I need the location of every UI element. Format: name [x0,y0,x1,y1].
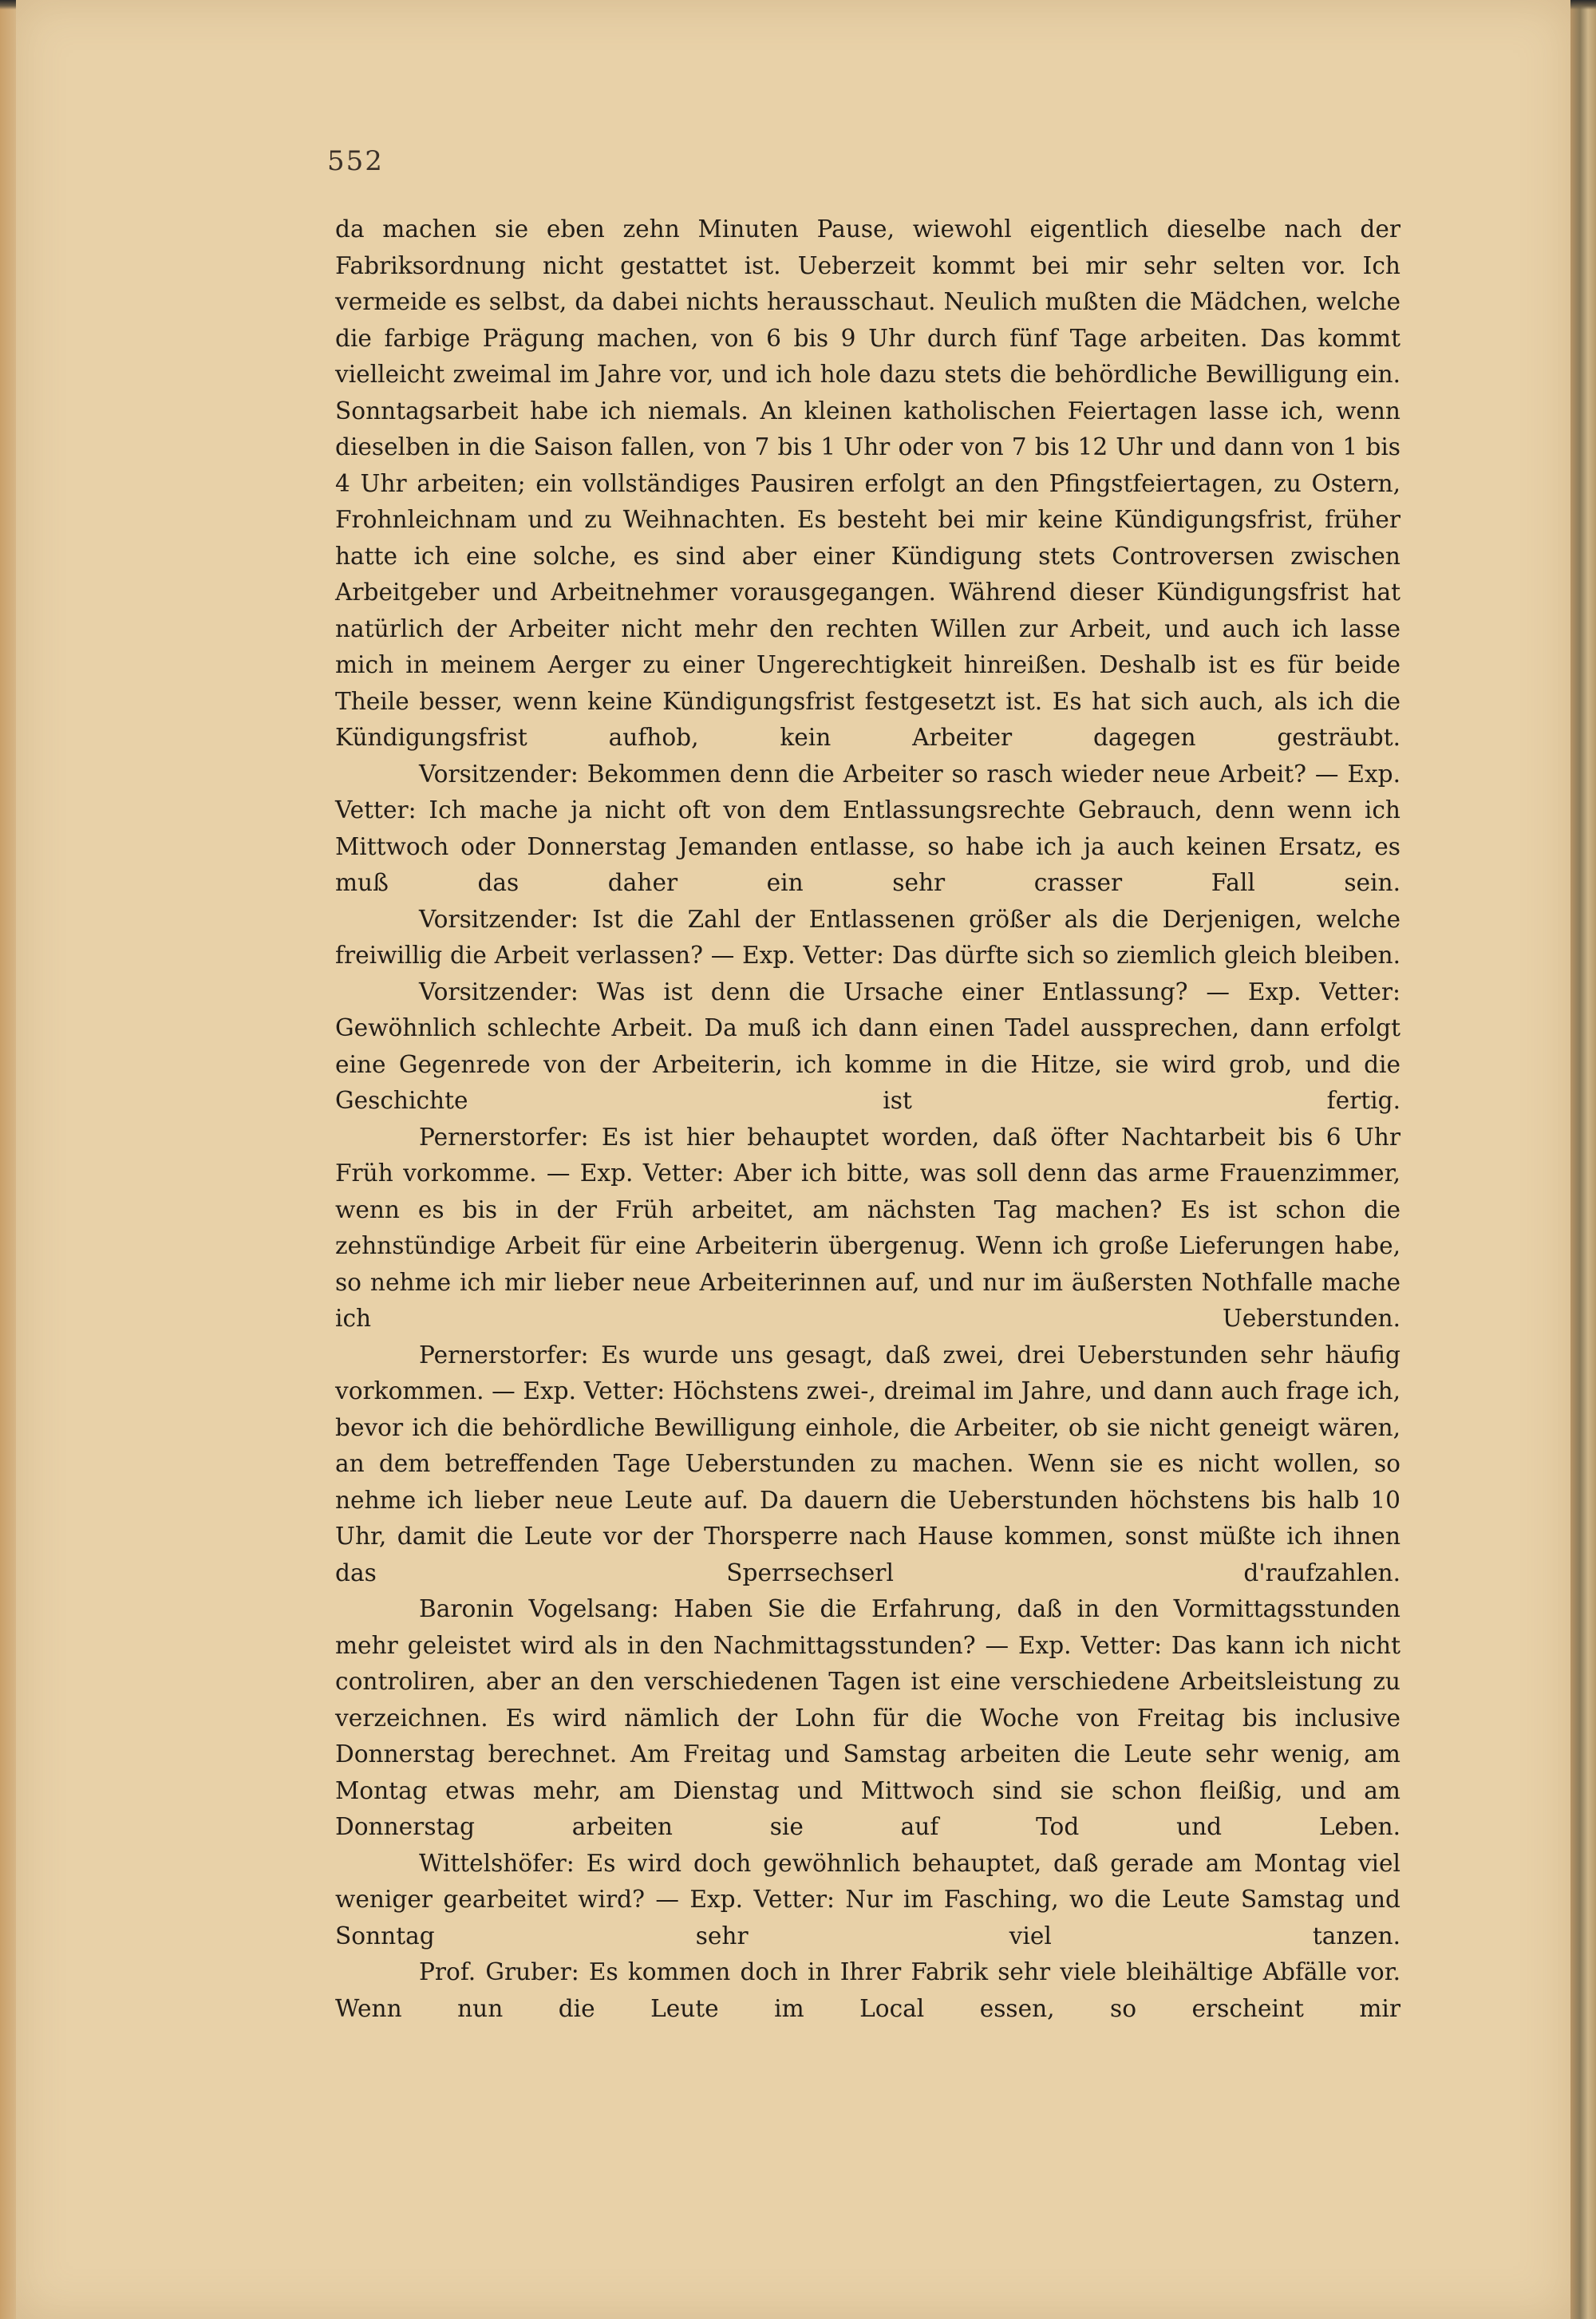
paragraph-1: da machen sie eben zehn Minuten Pause, wiewohl eigentlich dieselbe nach der Fabriksordnung nicht gestattet ist. Ueberzeit kommt bei mir sehr selten vor. Ich vermeide es selbst, da dabei nichts herausschaut. Neulich mußten die Mädchen, welche die farbige Prägung machen, von 6 bis 9 Uhr durch fünf Tage arbeiten. Das kommt vielleicht zweimal im Jahre vor, und ich hole dazu stets die behördliche Bewilligung ein. Sonntagsarbeit habe ich niemals. An kleinen katholischen Feiertagen lasse ich, wenn dieselben in die Saison fallen, von 7 bis 1 Uhr oder von 7 bis 12 Uhr und dann von 1 bis 4 Uhr arbeiten; ein vollständiges Pausiren erfolgt an den Pfingstfeiertagen, zu Ostern, Frohnleichnam und zu Weihnachten. Es besteht bei mir keine Kündigungsfrist, früher hatte ich eine solche, es sind aber einer Kündigung stets Controversen zwischen Arbeitgeber und Arbeitnehmer vorausgegangen. Während dieser Kündigungsfrist hat natürlich der Arbeiter nicht mehr den rechten Willen zur Arbeit, und auch ich lasse mich in meinem Aerger zu einer Ungerechtigkeit hinreißen. Deshalb ist es für beide Theile besser, wenn keine Kündigungsfrist festgesetzt ist. Es hat sich auch, als ich die Kündigungsfrist aufhob, kein Arbeiter dagegen gesträubt. [335,215,1400,751]
paragraph-6: Pernerstorfer: Es wurde uns gesagt, daß zwei, drei Ueberstunden sehr häufig vorkommen. — Exp. Vetter: Höchstens zwei-, dreimal im Jahre, und dann auch frage ich, bevor ich die behördliche Bewilligung einhole, die Arbeiter, ob sie nicht geneigt wären, an dem betreffenden Tage Ueberstunden zu machen. Wenn sie es nicht wollen, so nehme ich lieber neue Leute auf. Da dauern die Ueberstunden höchstens bis halb 10 Uhr, damit die Leute vor der Thorsperre nach Hause kommen, sonst müßte ich ihnen das Sperrsechserl d'raufzahlen. [335,1341,1400,1586]
paragraph-9: Prof. Gruber: Es kommen doch in Ihrer Fabrik sehr viele bleihältige Abfälle vor. Wenn nun die Leute im Local essen, so erscheint mir [335,1958,1400,2022]
paragraph-8: Wittelshöfer: Es wird doch gewöhnlich behauptet, daß gerade am Montag viel weniger gearbeitet wird? — Exp. Vetter: Nur im Fasching, wo die Leute Samstag und Sonntag sehr viel tanzen. [335,1849,1400,1950]
paragraph-5: Pernerstorfer: Es ist hier behauptet worden, daß öfter Nachtarbeit bis 6 Uhr Früh vorkomme. — Exp. Vetter: Aber ich bitte, was soll denn das arme Frauenzimmer, wenn es bis in der Früh arbeitet, am nächsten Tag machen? Es ist schon die zehnstündige Arbeit für eine Arbeiterin übergenug. Wenn ich große Lieferungen habe, so nehme ich mir lieber neue Arbeiterinnen auf, und nur im äußersten Nothfalle mache ich Ueberstunden. [335,1123,1400,1332]
page-number: 552 [327,145,384,177]
body-text [335,211,1400,2027]
book-page [16,0,1570,2319]
paragraph-2: Vorsitzender: Bekommen denn die Arbeiter so rasch wieder neue Arbeit? — Exp. Vetter: Ich mache ja nicht oft von dem Entlassungsrechte Gebrauch, denn wenn ich Mittwoch oder Donnerstag Jemanden entlasse, so habe ich ja auch keinen Ersatz, es muß das daher ein sehr crasser Fall sein. [335,760,1400,896]
paragraph-4: Vorsitzender: Was ist denn die Ursache einer Entlassung? — Exp. Vetter: Gewöhnlich schlechte Arbeit. Da muß ich dann einen Tadel aussprechen, dann erfolgt eine Gegenrede von der Arbeiterin, ich komme in die Hitze, sie wird grob, und die Geschichte ist fertig. [335,978,1400,1114]
paragraph-7: Baronin Vogelsang: Haben Sie die Erfahrung, daß in den Vormittagsstunden mehr geleistet wird als in den Nachmittagsstunden? — Exp. Vetter: Das kann ich nicht controliren, aber an den verschiedenen Tagen ist eine verschiedene Arbeitsleistung zu verzeichnen. Es wird nämlich der Lohn für die Woche von Freitag bis inclusive Donnerstag berechnet. Am Freitag und Samstag arbeiten die Leute sehr wenig, am Montag etwas mehr, am Dienstag und Mittwoch sind sie schon fleißig, und am Donnerstag arbeiten sie auf Tod und Leben. [335,1595,1400,1840]
paragraph-3: Vorsitzender: Ist die Zahl der Entlassenen größer als die Derjenigen, welche freiwillig die Arbeit verlassen? — Exp. Vetter: Das dürfte sich so ziemlich gleich bleiben. [335,905,1400,969]
